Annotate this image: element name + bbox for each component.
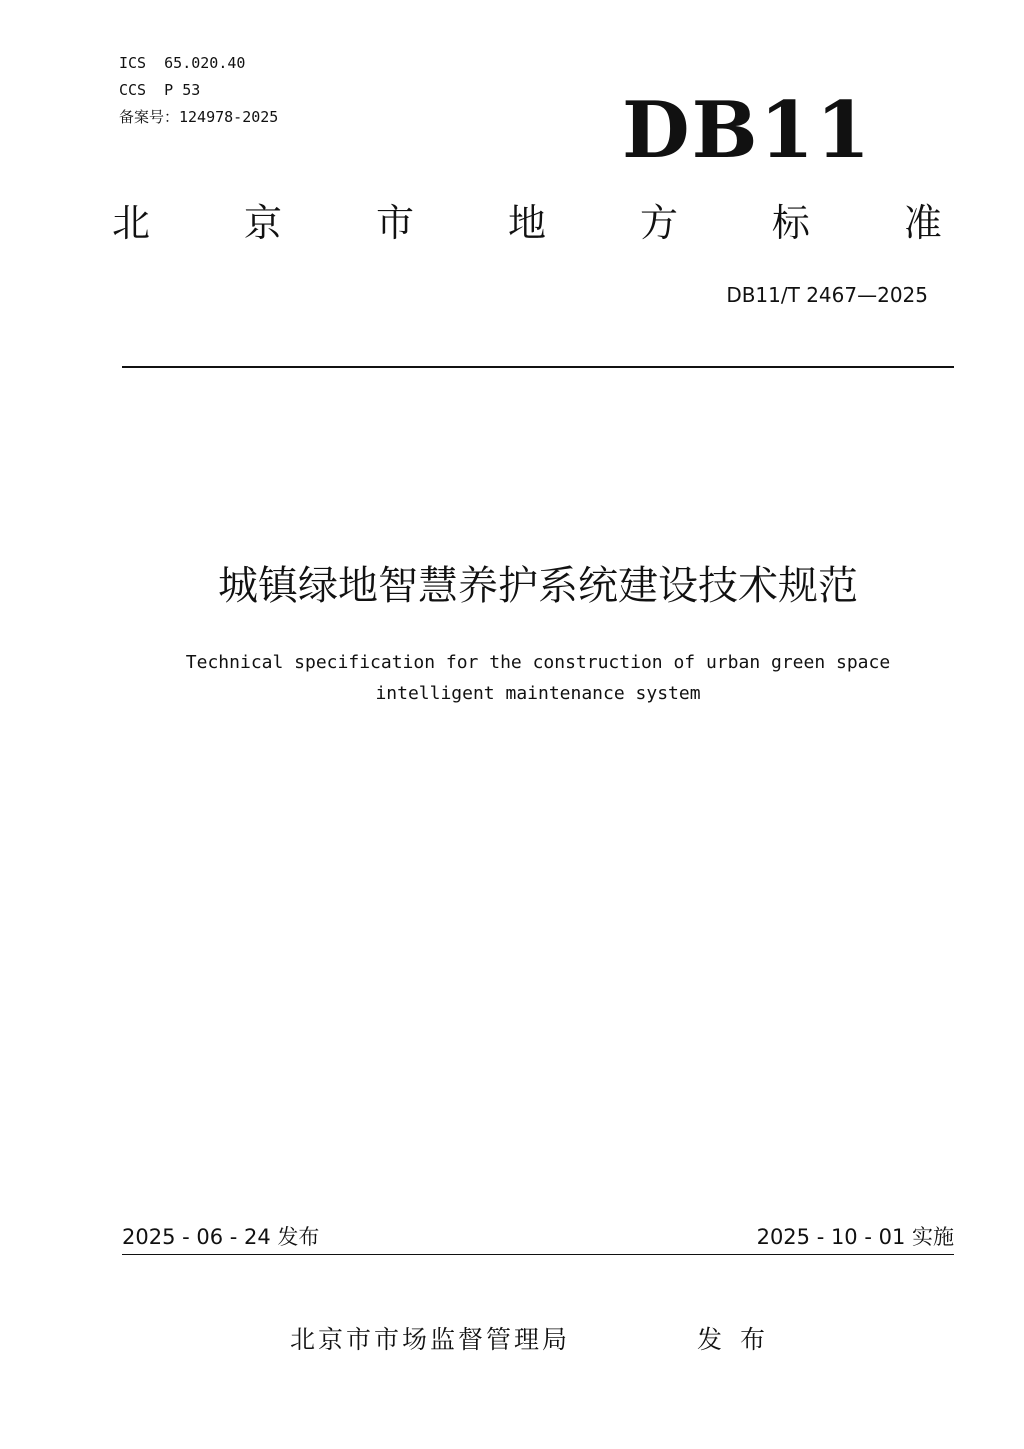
standard-kind-char: 市: [375, 201, 414, 245]
standard-kind-char: 标: [771, 201, 810, 245]
title-english: [0, 647, 1024, 709]
title-english-line-1: Technical specification for the construction of urban green space: [185, 652, 891, 673]
standard-kind-char: 准: [903, 201, 942, 245]
standard-kind-char: 京: [243, 201, 282, 245]
footer-divider: [122, 1254, 954, 1255]
standard-kind-heading: [112, 198, 942, 248]
filing-number: 备案号：124978-2025: [119, 108, 279, 126]
classification-codes: [119, 50, 278, 131]
title-english-line-2: intelligent maintenance system: [375, 683, 701, 704]
standard-kind-char: 地: [507, 201, 546, 245]
issuing-action: 发布: [697, 1325, 784, 1354]
issue-date: 2025 - 06 - 24 发布: [122, 1225, 320, 1249]
db-standard-mark: DB11: [622, 85, 873, 176]
ics-code: ICS 65.020.40: [119, 54, 246, 72]
header-divider: [122, 366, 954, 368]
standard-kind-char: 北: [112, 201, 151, 245]
title-chinese: 城镇绿地智慧养护系统建设技术规范: [218, 563, 858, 609]
ccs-code: CCS P 53: [119, 81, 201, 99]
issuing-authority: 北京市市场监督管理局: [290, 1325, 571, 1354]
effective-date: 2025 - 10 - 01 实施: [756, 1225, 954, 1249]
standard-number: DB11/T 2467—2025: [726, 283, 928, 307]
standard-kind-char: 方: [639, 201, 678, 245]
